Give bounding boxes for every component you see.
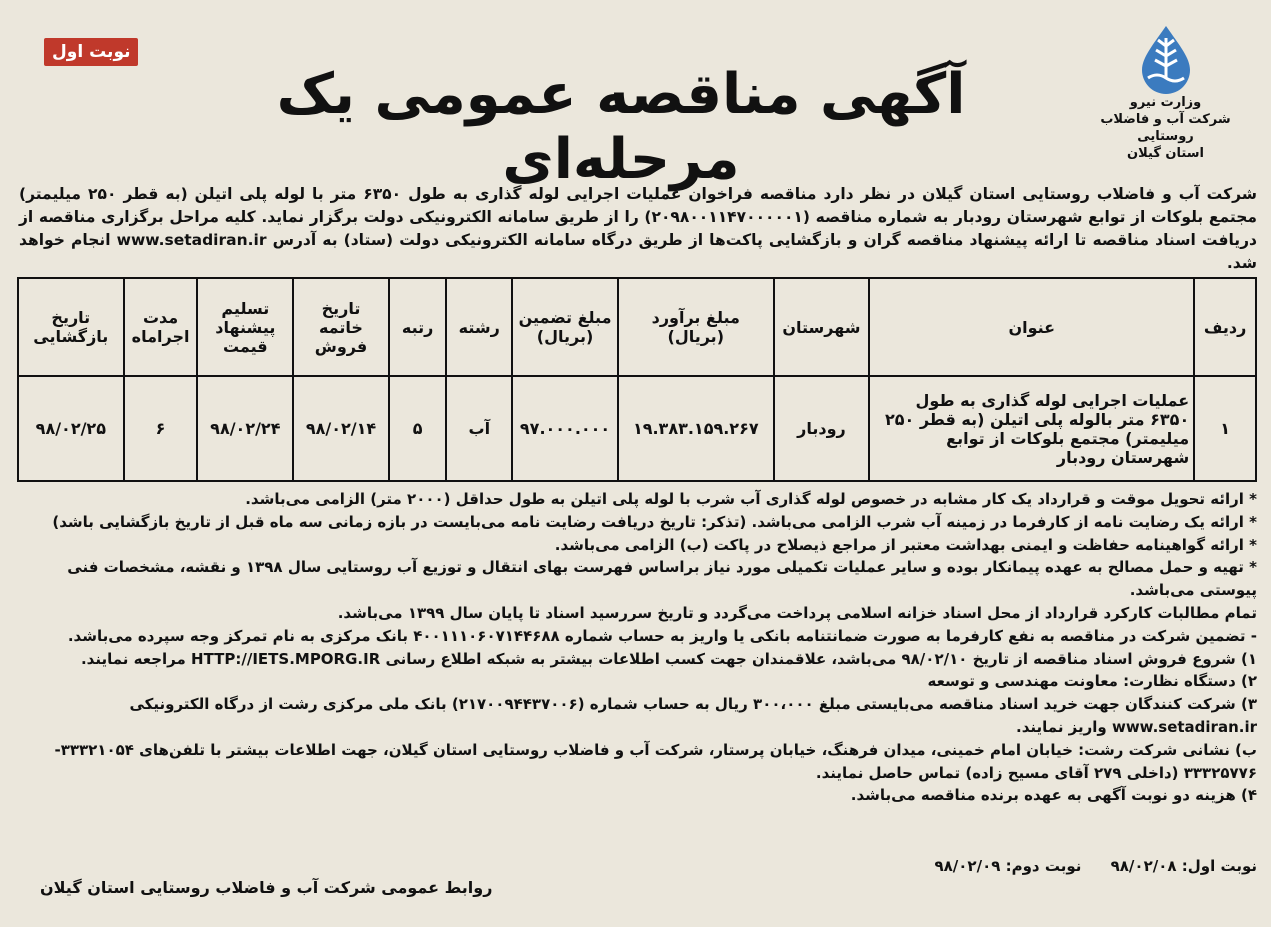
row-title: عملیات اجرایی لوله گذاری به طول ۶۳۵۰ متر بالوله پلی اتیلن (به قطر ۲۵۰ میلیمتر) مجتمع بلوکات از توابع شهرستان رودبار xyxy=(869,376,1194,481)
row-grade: ۵ xyxy=(389,376,447,481)
table-row xyxy=(18,376,1256,481)
condition-item: ۱) شروع فروش اسناد مناقصه از تاریخ ۹۸/۰۲/۱۰ می‌باشد، علاقمندان جهت کسب اطلاعات بیشتر به شبکه اطلاع رسانی HTTP://IETS.MPORG.IR مراجعه نمایند. xyxy=(80,649,1257,668)
intro-paragraph: شرکت آب و فاضلاب روستایی استان گیلان در نظر دارد مناقصه فراخوان عملیات اجرایی لوله گذاری به طول ۶۳۵۰ متر با لوله پلی اتیلن (به قطر ۲۵۰ میلیمتر) مجتمع بلوکات از توابع شهرستان رودبار به شماره مناقصه (۲۰۹۸۰۰۱۱۴۷۰۰۰۰۰۱) را از طریق سامانه الکترونیکی دولت برگزار نماید. کلیه مراحل برگزاری مناقصه از دریافت اسناد مناقصه تا ارائه پیشنهاد مناقصه گران و بازگشایی پاکت‌ها از طریق درگاه سامانه الکترونیکی دولت (ستاد) به آدرس www.setadiran.ir انجام خواهد شد. xyxy=(19,185,1257,272)
col-header: ردیف xyxy=(1194,278,1256,376)
col-header: مبلغ تضمین (بریال) xyxy=(512,278,618,376)
row-estimate: ۱۹.۳۸۳.۱۵۹.۲۶۷ xyxy=(618,376,774,481)
condition-item: تمام مطالبات کارکرد قرارداد از محل اسناد خزانه اسلامی پرداخت می‌گردد و تاریخ سررسید اسناد تا پایان سال ۱۳۹۹ می‌باشد. xyxy=(337,603,1257,622)
condition-item: * ارائه گواهینامه حفاظت و ایمنی بهداشت معتبر از مراجع ذیصلاح در پاکت (ب) الزامی می‌باشد. xyxy=(554,535,1257,554)
col-header: تسلیم پیشنهاد قیمت xyxy=(197,278,293,376)
condition-item: - تضمین شرکت در مناقصه به نفع کارفرما به صورت ضمانتنامه بانکی یا واریز به حساب شماره ۴۰۰۱۱۱۰۶۰۷۱۴۴۶۸۸ بانک مرکزی به نام تمرکز وجه سپرده می‌باشد. xyxy=(67,626,1257,645)
row-city: رودبار xyxy=(774,376,870,481)
col-header: شهرستان xyxy=(774,278,870,376)
row-duration: ۶ xyxy=(124,376,198,481)
row-sale-end: ۹۸/۰۲/۱۴ xyxy=(293,376,389,481)
row-number: ۱ xyxy=(1194,376,1256,481)
row-submit: ۹۸/۰۲/۲۴ xyxy=(197,376,293,481)
water-drop-logo-icon xyxy=(1130,22,1202,94)
condition-item: ۲) دستگاه نظارت: معاونت مهندسی و توسعه xyxy=(927,672,1257,691)
condition-item: ب) نشانی شرکت رشت: خیابان امام خمینی، میدان فرهنگ، خیابان پرستار، شرکت آب و فاضلاب روستایی استان گیلان، جهت اطلاعات بیشتر با تلفن‌های ۳۳۳۲۱۰۵۴- ۳۳۳۲۵۷۷۶ (داخلی ۲۷۹ آقای مسیح زاده) تماس حاصل نمایند. xyxy=(54,740,1257,782)
page-title: آگهی مناقصه عمومی یک مرحله‌ای xyxy=(276,62,966,192)
col-header: مدت اجراماه xyxy=(124,278,198,376)
province-name: استان گیلان xyxy=(1127,146,1204,161)
company-name: شرکت آب و فاضلاب روستایی xyxy=(1100,112,1231,144)
public-relations-signature: روابط عمومی شرکت آب و فاضلاب روستایی استان گیلان xyxy=(40,878,493,897)
conditions-list xyxy=(19,488,1257,807)
col-header: تاریخ خاتمه فروش xyxy=(293,278,389,376)
publication-dates xyxy=(910,857,1257,875)
col-header: تاریخ بازگشایی xyxy=(18,278,124,376)
tender-table xyxy=(17,277,1257,482)
row-field: آب xyxy=(446,376,512,481)
col-header: رشته xyxy=(446,278,512,376)
condition-item: ۳) شرکت کنندگان جهت خرید اسناد مناقصه می‌بایستی مبلغ ۳۰۰،۰۰۰ ریال به حساب شماره (۲۱۷۰۰۹۴۴۳۷۰۰۶) بانک ملی مرکزی رشت از درگاه الکترونیکی www.setadiran.ir واریز نمایند. xyxy=(129,695,1257,736)
condition-item: * ارائه تحویل موقت و قرارداد یک کار مشابه در خصوص لوله گذاری آب شرب با لوله پلی اتیلن به طول حداقل (۲۰۰۰ متر) الزامی می‌باشد. xyxy=(245,490,1257,508)
row-guarantee: ۹۷.۰۰۰.۰۰۰ xyxy=(512,376,618,481)
row-opening: ۹۸/۰۲/۲۵ xyxy=(18,376,124,481)
logo-block xyxy=(1078,22,1253,162)
edition-badge: نوبت اول xyxy=(44,38,138,66)
condition-item: * تهیه و حمل مصالح به عهده پیمانکار بوده و سایر عملیات تکمیلی مورد نیاز براساس فهرست بهای انتقال و توزیع آب روستایی سال ۱۳۹۸ و نقشه، مشخصات فنی پیوستی می‌باشد. xyxy=(67,558,1257,600)
col-header: عنوان xyxy=(869,278,1194,376)
ministry-name: وزارت نیرو xyxy=(1129,95,1202,110)
condition-item: * ارائه یک رضایت نامه از کارفرما در زمینه آب شرب الزامی می‌باشد. (تذکر: تاریخ دریافت رضایت نامه می‌بایست در بازه زمانی سه ماه قبل از تاریخ بازگشایی باشد) xyxy=(52,512,1257,531)
first-publication: نوبت اول: ۹۸/۰۲/۰۸ xyxy=(1110,857,1257,875)
col-header: مبلغ برآورد (بریال) xyxy=(618,278,774,376)
table-header-row xyxy=(18,278,1256,376)
col-header: رتبه xyxy=(389,278,447,376)
condition-item: ۴) هزینه دو نوبت آگهی به عهده برنده مناقصه می‌باشد. xyxy=(850,786,1257,805)
second-publication: نوبت دوم: ۹۸/۰۲/۰۹ xyxy=(934,857,1082,875)
